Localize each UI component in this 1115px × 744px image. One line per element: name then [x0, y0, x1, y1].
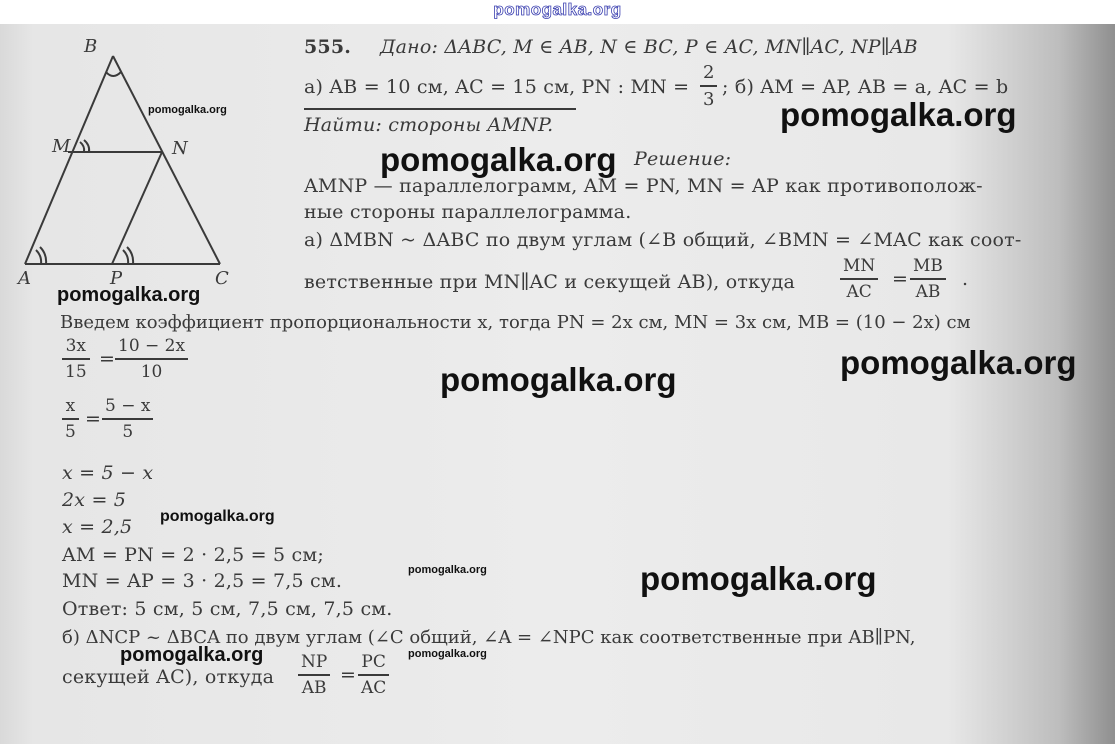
fraction-bar [102, 418, 153, 420]
fraction-denominator: 5 [65, 421, 76, 442]
fraction-mn-ac [840, 256, 878, 302]
fraction-bar [115, 358, 188, 360]
fraction-numerator: MN [843, 256, 876, 276]
angle-mark-p1 [123, 250, 128, 264]
solution-line-5: Введем коэффициент пропорциональности x, тогда PN = 2x см, MN = 3x см, MB = (10 − 2x) см [60, 312, 971, 333]
fraction-denominator: AB [915, 281, 941, 302]
fraction-numerator: 3x [65, 336, 87, 356]
solution-line-3: а) ΔMBN ~ ΔABC по двум углам (∠B общий, ∠BMN = ∠MAC как соот- [304, 229, 1022, 251]
solution-line-2: ные стороны параллелограмма. [304, 201, 632, 223]
triangle-figure [0, 24, 260, 304]
fraction-np-ab [298, 652, 330, 698]
solution-part-b-line-1: б) ΔNCP ~ ΔBCA по двум углам (∠C общий, ∠A = ∠NPC как соответственные при AB∥PN, [62, 627, 916, 648]
eq-7: MN = AP = 3 · 2,5 = 7,5 см. [62, 570, 343, 592]
equals-sign: = [892, 268, 908, 290]
problem-number: 555. [304, 36, 352, 58]
solution-heading: Решение: [634, 148, 732, 170]
solution-part-b-line-2: секущей AC), откуда [62, 666, 275, 688]
watermark: pomogalka.org [840, 344, 1077, 381]
period: . [962, 268, 969, 290]
fraction-bar [840, 278, 878, 280]
problem-given: Дано: ΔABC, M ∈ AB, N ∈ BC, P ∈ AC, MN∥AC, NP∥AB [380, 36, 918, 58]
eq2-right-fraction [102, 396, 153, 442]
watermark: pomogalka.org [440, 361, 677, 398]
fraction-denominator: AB [301, 677, 327, 698]
fraction-bar [910, 278, 946, 280]
fraction-numerator: PC [361, 652, 386, 672]
label-p: P [110, 268, 123, 289]
watermark: pomogalka.org [120, 644, 264, 666]
fraction-numerator: NP [301, 652, 328, 672]
fraction-numerator: 10 − 2x [118, 336, 186, 356]
fraction-numerator: x [65, 396, 76, 416]
fraction-denominator: 10 [140, 361, 163, 382]
watermark: pomogalka.org [640, 560, 877, 597]
given-find-divider [304, 108, 576, 110]
watermark: pomogalka.org [408, 564, 487, 576]
watermark: pomogalka.org [408, 648, 487, 660]
fraction-denominator: 15 [65, 361, 87, 382]
angle-mark-a1 [36, 250, 41, 264]
eq-4: 2x = 5 [62, 489, 127, 511]
fraction-denominator: AC [846, 281, 872, 302]
ratio-denominator: 3 [703, 88, 715, 110]
watermark: pomogalka.org [148, 104, 227, 116]
fraction-denominator: AC [361, 677, 387, 698]
answer-line: Ответ: 5 см, 5 см, 7,5 см, 7,5 см. [62, 598, 393, 620]
side-ba [25, 56, 113, 264]
eq1-left-fraction [62, 336, 90, 382]
label-a: A [18, 268, 31, 289]
segment-np [112, 152, 162, 264]
eq-6: AM = PN = 2 · 2,5 = 5 см; [62, 544, 324, 566]
solution-line-1: AMNP — параллелограмм, AM = PN, MN = AP как противополож- [304, 175, 983, 197]
side-bc [113, 56, 220, 264]
problem-part-a: а) AB = 10 см, AC = 15 см, PN : MN = [304, 76, 690, 98]
fraction-bar [700, 85, 717, 87]
label-b: B [84, 36, 98, 57]
fraction-numerator: 5 − x [105, 396, 151, 416]
equals-sign: = [340, 664, 356, 686]
angle-mark-b [106, 72, 121, 76]
label-m: M [52, 136, 71, 157]
ratio-numerator: 2 [703, 62, 715, 83]
textbook-page [0, 24, 1115, 744]
fraction-pc-ac [358, 652, 389, 698]
fraction-denominator: 5 [122, 421, 134, 442]
label-c: C [215, 268, 229, 289]
fraction-bar [298, 674, 330, 676]
problem-find: Найти: стороны AMNP. [304, 114, 554, 136]
eq1-right-fraction [115, 336, 188, 382]
site-title[interactable]: pomogalka.org [493, 0, 622, 19]
eq2-left-fraction [62, 396, 79, 442]
equals-sign: = [99, 348, 115, 370]
eq-5: x = 2,5 [62, 516, 133, 538]
solution-line-4: ветственные при MN∥AC и секущей AB), откуда [304, 271, 796, 293]
ratio-fraction [700, 62, 717, 110]
watermark: pomogalka.org [780, 96, 1017, 133]
fraction-mb-ab [910, 256, 946, 302]
watermark: pomogalka.org [380, 141, 617, 178]
fraction-bar [358, 674, 389, 676]
watermark: pomogalka.org [57, 284, 201, 306]
angle-mark-m1 [80, 142, 84, 152]
label-n: N [172, 138, 188, 159]
problem-part-b: ; б) AM = AP, AB = a, AC = b [722, 76, 1009, 98]
eq-3: x = 5 − x [62, 462, 154, 484]
equals-sign: = [85, 408, 101, 430]
fraction-bar [62, 418, 79, 420]
watermark: pomogalka.org [160, 508, 275, 525]
fraction-numerator: MB [913, 256, 943, 276]
fraction-bar [62, 358, 90, 360]
